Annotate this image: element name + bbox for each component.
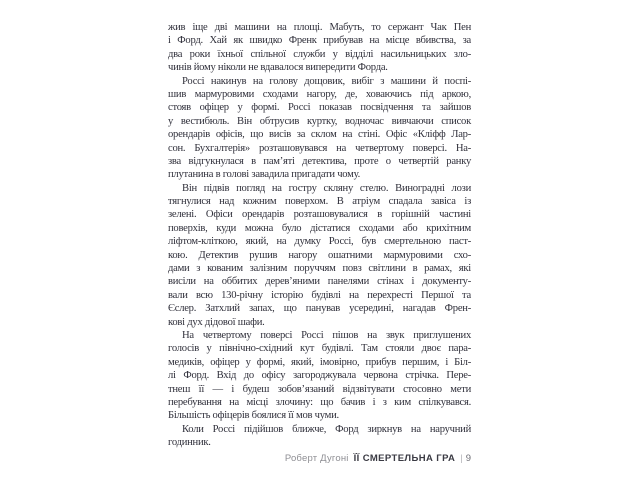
paragraph: [168, 182, 471, 329]
footer-page-number: 9: [465, 453, 471, 464]
text-line: висіли на оббитих дерев’яними панелями стінах і документу-: [168, 276, 471, 288]
text-line: На четвертому поверсі Россі пішов на звук приглушених: [182, 329, 471, 341]
text-line: два роки їхньої спільної служби у відділі насильницьких зло-: [168, 48, 471, 60]
text-line: поверхів, куди можна було дістатися сходами або крихітним: [168, 222, 471, 234]
text-line: кою. Детектив рушив нагору ошатними мармуровими схо-: [168, 249, 471, 261]
text-line: перебування на місці злочину: що бачив і з ким спілкувався.: [168, 396, 471, 408]
text-line: орендарів офісів, що висів за склом на стіні. Офіс «Кліфф Лар-: [168, 129, 471, 141]
text-line: Більшість офіцерів боялися її мов чуми.: [168, 410, 339, 422]
text-line: Россі накинув на голову дощовик, вибіг з машини й поспі-: [182, 75, 471, 87]
text-line: Єслер. Затхлий запах, що панував усередині, нагадав Френ-: [168, 303, 471, 315]
text-line: кові дух дідової шафи.: [168, 316, 265, 328]
text-line: плутанина в голові завадила пригадати чому.: [168, 169, 360, 181]
text-line: шив мармуровими сходами нагору, де, ховаючись під аркою,: [168, 88, 471, 100]
text-line: голосів у північно-східний кут будівлі. Там стояли двоє пара-: [168, 343, 471, 355]
text-line: Коли Россі підійшов ближче, Форд зиркнув на наручний: [182, 423, 471, 435]
text-line: у вестибюль. Він обтрусив куртку, водночас вивчаючи список: [168, 115, 471, 127]
text-line: тягнулися над кожним поверхом. В атріум спадала завіса із: [168, 196, 471, 208]
text-line: сон. Бухгалтерія» розташовувався на четвертому поверсі. На-: [168, 142, 471, 154]
text-line: зва відгукнулася в пам’яті детектива, проте о четвертій ранку: [168, 155, 471, 167]
page-text: [168, 21, 471, 450]
footer-author: Роберт Дугоні: [284, 453, 349, 464]
paragraph: [168, 75, 471, 182]
text-line: вали всю 130-річну історію будівлі на перехресті Першої та: [168, 289, 471, 301]
text-line: стояв офіцер у формі. Россі показав посвідчення та зайшов: [168, 102, 471, 114]
text-line: ліфтом-кліткою, який, на думку Россі, був смертельною паст-: [168, 236, 471, 248]
text-line: і Форд. Хай як швидко Френк прибував на місце вбивства, за: [168, 35, 471, 47]
text-line: тнеш її — і будеш зобов’язаний відзвітувати стосовно мети: [168, 383, 471, 395]
footer-separator: |: [460, 453, 463, 464]
text-line: лі Форд. Вхід до офісу загороджувала червона стрічка. Пере-: [168, 370, 471, 382]
text-line: дами з кованим залізним поруччям повз світлини в рамах, які: [168, 263, 471, 275]
page-footer: [168, 452, 471, 465]
text-line: чинів йому ніколи не вдавалося випередити Форда.: [168, 62, 388, 74]
text-line: зелені. Офіси орендарів розташовувалися в горішній частині: [168, 209, 471, 221]
footer-book-title: ЇЇ СМЕРТЕЛЬНА ГРА: [353, 453, 456, 464]
paragraph: [168, 329, 471, 423]
paragraph: [168, 423, 471, 450]
text-line: медиків, офіцер у формі, який, імовірно, прибув першим, і Біл-: [168, 356, 471, 368]
text-line: годинник.: [168, 437, 211, 449]
text-line: жив іще дві машини на площі. Мабуть, то сержант Чак Пен: [168, 22, 471, 33]
text-line: Він підвів погляд на гостру скляну стелю. Виноградні лози: [182, 182, 471, 194]
paragraph: [168, 21, 471, 75]
